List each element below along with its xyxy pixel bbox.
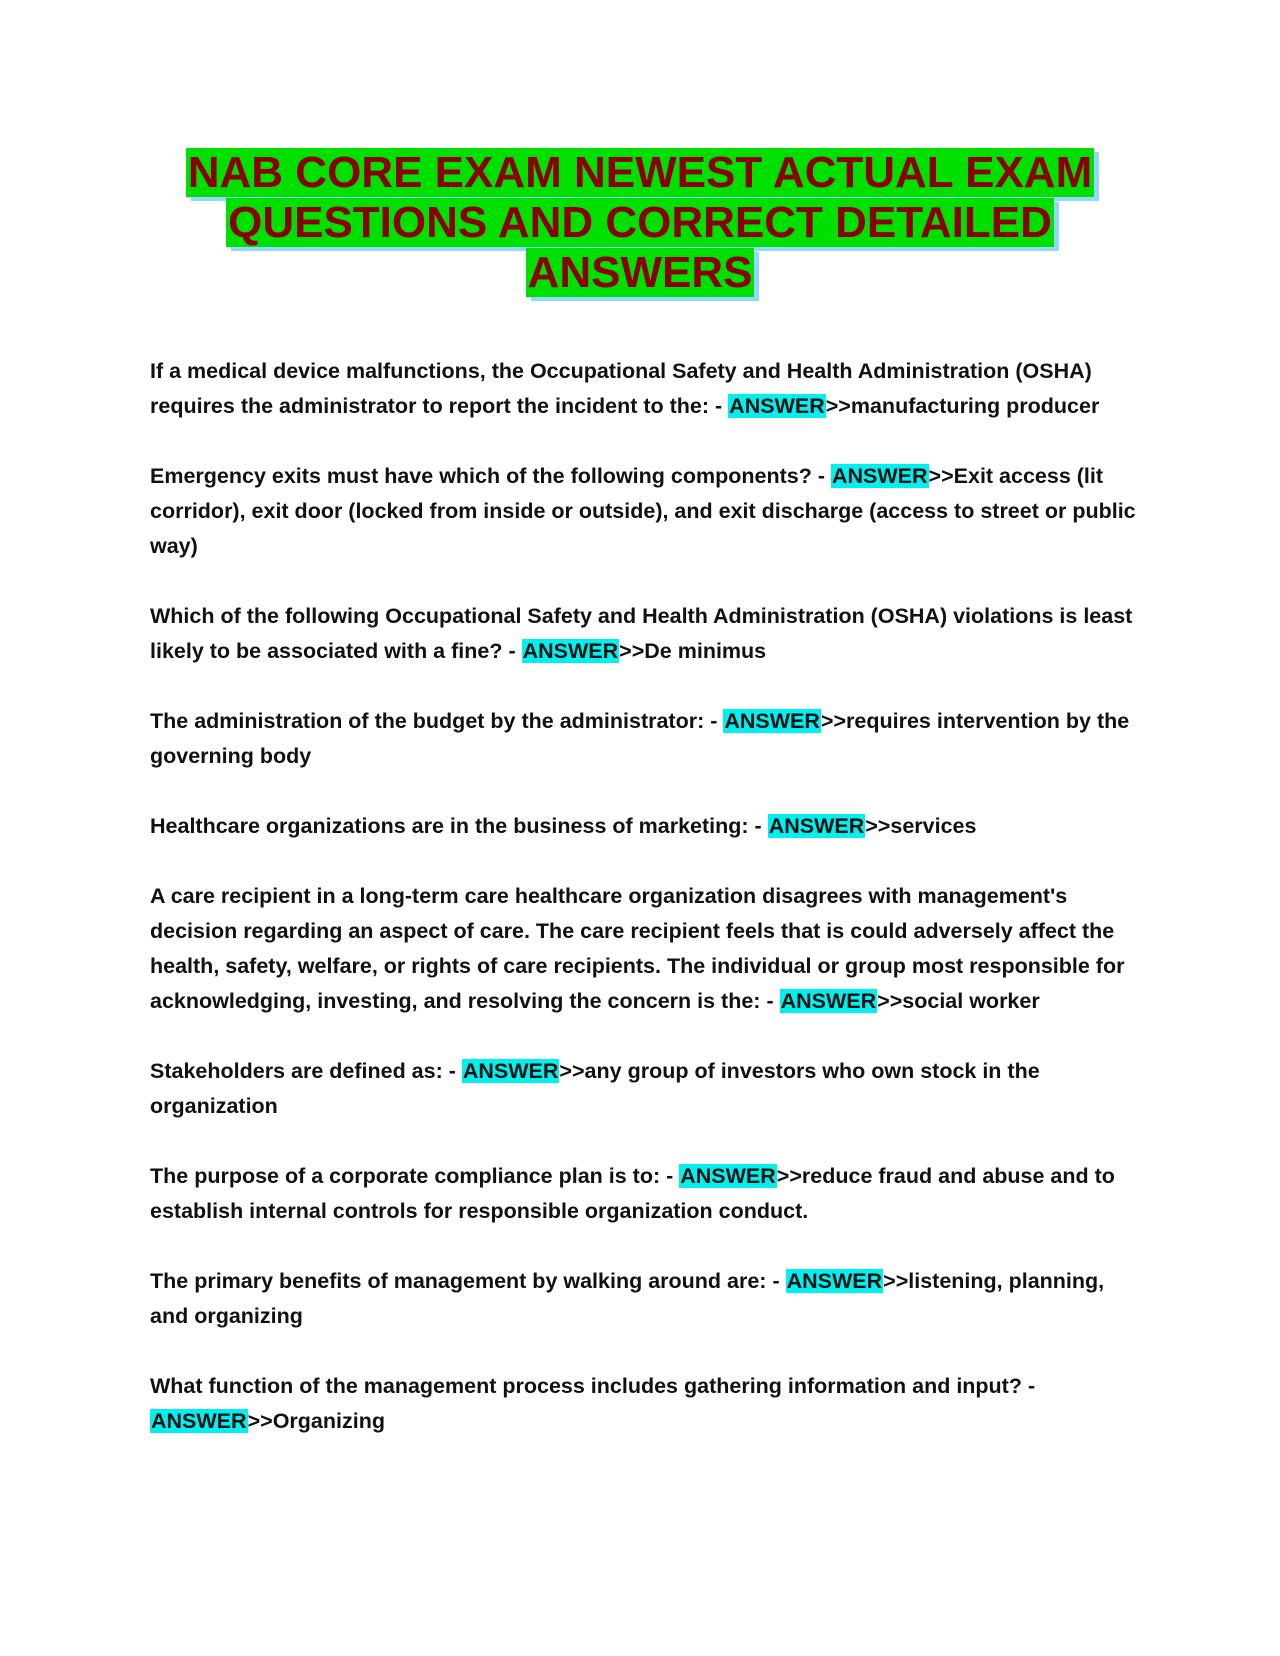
question-text: Healthcare organizations are in the business of marketing: bbox=[150, 814, 749, 838]
answer-label: ANSWER bbox=[768, 814, 865, 838]
qa-item: Healthcare organizations are in the business of marketing: - ANSWER>>services bbox=[150, 814, 977, 838]
question-text: A care recipient in a long-term care healthcare organization disagrees with management's decision regarding an aspect of care. The care recipient feels that is could adversely affect the health, safety, welfare, or rights of care recipients. The individual or group most responsible for acknowledging, investing, and resolving the concern is the: bbox=[150, 884, 1125, 1013]
qa-list bbox=[150, 354, 1140, 1474]
qa-item: If a medical device malfunctions, the Occupational Safety and Health Administration (OSHA) requires the administrator to report the incident to the: - ANSWER>>manufacturing producer bbox=[150, 359, 1100, 418]
answer-label: ANSWER bbox=[680, 1164, 776, 1188]
answer-text: manufacturing producer bbox=[850, 394, 1100, 418]
answer-text: De minimus bbox=[644, 639, 767, 663]
question-text: If a medical device malfunctions, the Occupational Safety and Health Administration (OSHA) requires the administrator to report the incident to the: bbox=[150, 359, 1092, 418]
qa-item: Which of the following Occupational Safety and Health Administration (OSHA) violations is least likely to be associated with a fine? - ANSWER>>De minimus bbox=[150, 604, 1133, 663]
qa-item: The primary benefits of management by walking around are: - ANSWER>>listening, planning, and organizing bbox=[150, 1269, 1105, 1328]
answer-label: ANSWER bbox=[462, 1059, 559, 1083]
question-text: The primary benefits of management by walking around are: bbox=[150, 1269, 767, 1293]
question-text: The administration of the budget by the administrator: bbox=[150, 709, 705, 733]
qa-item: What function of the management process includes gathering information and input? - ANSWER>>Organizing bbox=[150, 1374, 1036, 1433]
answer-text: social worker bbox=[902, 989, 1040, 1013]
title-line: QUESTIONS AND CORRECT DETAILED bbox=[228, 198, 1052, 247]
qa-item: The purpose of a corporate compliance plan is to: - ANSWER>>reduce fraud and abuse and to establish internal controls for responsible organization conduct. bbox=[150, 1164, 1115, 1223]
question-text: Which of the following Occupational Safety and Health Administration (OSHA) violations is least likely to be associated with a fine? bbox=[150, 604, 1133, 663]
answer-label: ANSWER bbox=[729, 394, 825, 418]
qa-item: Stakeholders are defined as: - ANSWER>>any group of investors who own stock in the organization bbox=[150, 1059, 1040, 1118]
answer-label: ANSWER bbox=[831, 464, 928, 488]
answer-text: Organizing bbox=[272, 1409, 385, 1433]
question-text: The purpose of a corporate compliance plan is to: bbox=[150, 1164, 661, 1188]
qa-item: A care recipient in a long-term care healthcare organization disagrees with management's decision regarding an aspect of care. The care recipient feels that is could adversely affect the health, safety, welfare, or rights of care recipients. The individual or group most responsible for acknowledging, investing, and resolving the concern is the: - ANSWER>>social worker bbox=[150, 884, 1125, 1013]
answer-text: services bbox=[890, 814, 977, 838]
answer-text: requires intervention by the governing body bbox=[150, 709, 1130, 768]
question-text: Emergency exits must have which of the following components? bbox=[150, 464, 812, 488]
title-line: ANSWERS bbox=[527, 248, 753, 297]
answer-text: Exit access (lit corridor), exit door (locked from inside or outside), and exit discharge (access to street or public way) bbox=[150, 464, 1136, 558]
question-text: Stakeholders are defined as: bbox=[150, 1059, 443, 1083]
answer-text: reduce fraud and abuse and to establish internal controls for responsible organization conduct. bbox=[150, 1164, 1115, 1223]
answer-label: ANSWER bbox=[151, 1409, 247, 1433]
answer-label: ANSWER bbox=[786, 1269, 883, 1293]
answer-label: ANSWER bbox=[780, 989, 877, 1013]
qa-item: Emergency exits must have which of the following components? - ANSWER>>Exit access (lit corridor), exit door (locked from inside or outside), and exit discharge (access to street or public way) bbox=[150, 464, 1136, 558]
question-text: What function of the management process includes gathering information and input? bbox=[150, 1374, 1022, 1398]
answer-label: ANSWER bbox=[724, 709, 820, 733]
answer-label: ANSWER bbox=[522, 639, 619, 663]
answer-text: any group of investors who own stock in the organization bbox=[150, 1059, 1040, 1118]
title-line: NAB CORE EXAM NEWEST ACTUAL EXAM bbox=[187, 148, 1093, 197]
document-title bbox=[150, 148, 1130, 298]
answer-text: listening, planning, and organizing bbox=[150, 1269, 1105, 1328]
qa-item: The administration of the budget by the administrator: - ANSWER>>requires intervention by the governing body bbox=[150, 709, 1130, 768]
